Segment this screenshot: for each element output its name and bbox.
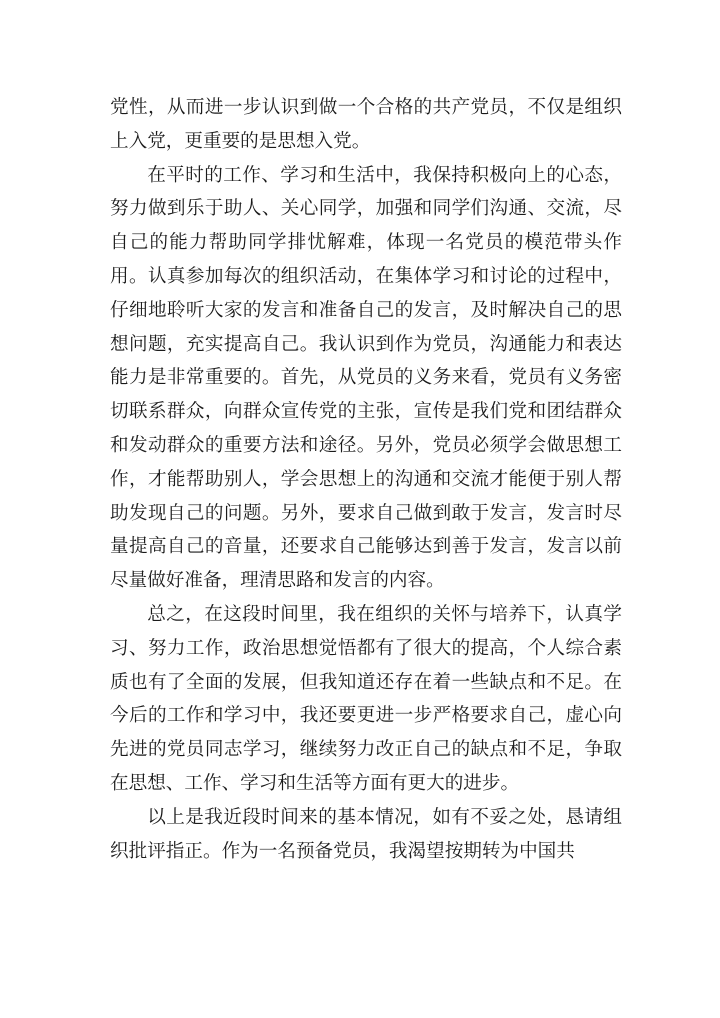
paragraph-summary: 总之，在这段时间里，我在组织的关怀与培养下，认真学习、努力工作，政治思想觉悟都有了很大的提高，个人综合素质也有了全面的发展，但我知道还存在着一些缺点和不足。在今后的工作和学习中，我还要更进一步严格要求自己，虚心向先进的党员同志学习，继续努力改正自己的缺点和不足，争取在思想、工作、学习和生活等方面有更大的进步。 [110, 603, 622, 794]
paragraph-closing: 以上是我近段时间来的基本情况，如有不妥之处，恳请组织批评指正。作为一名预备党员，我渴望按期转为中国共 [110, 806, 622, 862]
paragraph-daily-conduct: 在平时的工作、学习和生活中，我保持积极向上的心态，努力做到乐于助人、关心同学，加强和同学们沟通、交流，尽自己的能力帮助同学排忧解难，体现一名党员的模范带头作用。认真参加每次的组织活动，在集体学习和讨论的过程中，仔细地聆听大家的发言和准备自己的发言，及时解决自己的思想问题，充实提高自己。我认识到作为党员，沟通能力和表达能力是非常重要的。首先，从党员的义务来看，党员有义务密切联系群众，向群众宣传党的主张，宣传是我们党和团结群众和发动群众的重要方法和途径。另外，党员必须学会做思想工作，才能帮助别人，学会思想上的沟通和交流才能便于别人帮助发现自己的问题。另外，要求自己做到敢于发言，发言时尽量提高自己的音量，还要求自己能够达到善于发言，发言以前尽量做好准备，理清思路和发言的内容。 [110, 164, 622, 592]
document-body [110, 91, 622, 868]
paragraph-continuation: 党性，从而进一步认识到做一个合格的共产党员，不仅是组织上入党，更重要的是思想入党。 [110, 97, 622, 152]
